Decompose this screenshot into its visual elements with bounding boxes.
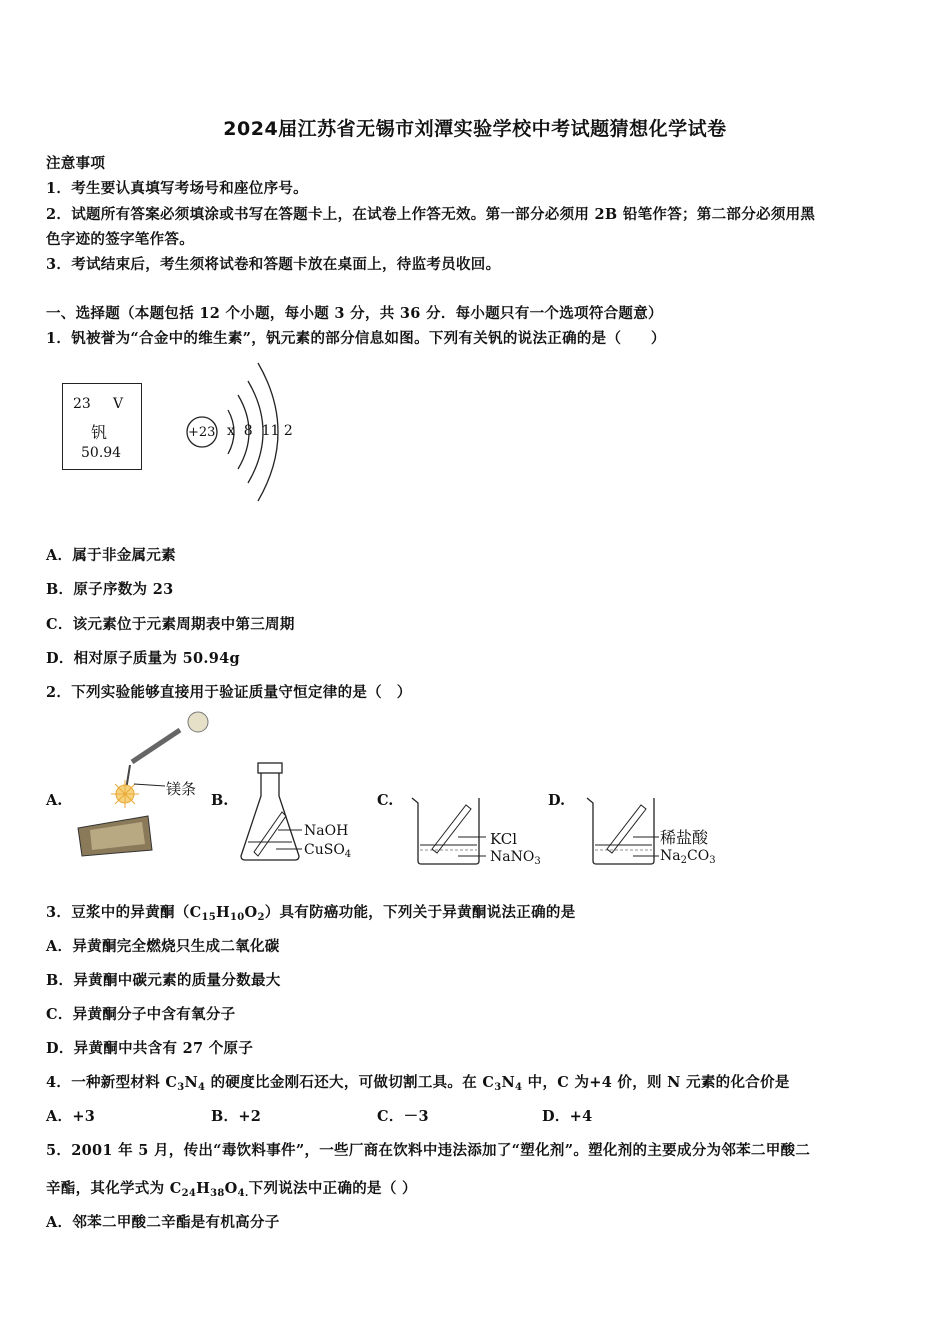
stopper: [258, 763, 282, 773]
q1-option-a: A．属于非金属元素: [46, 547, 176, 564]
fig-b-naoh: NaOH: [304, 823, 349, 839]
page-title: 2024届江苏省无锡市刘潭实验学校中考试题猜想化学试卷: [223, 118, 727, 140]
question-1-stem: 1．钒被誉为“合金中的维生素”，钒元素的部分信息如图。下列有关钒的说法正确的是（ ）: [46, 330, 666, 347]
q4-option-b: B．+2: [211, 1108, 262, 1125]
element-card: [62, 383, 142, 470]
q2-label-c: C.: [377, 792, 394, 809]
q3-option-c: C．异黄酮分子中含有氧分子: [46, 1006, 236, 1023]
q3-option-b: B．异黄酮中碳元素的质量分数最大: [46, 972, 281, 989]
notice-item: 2．试题所有答案必须填涂或书写在答题卡上，在试卷上作答无效。第一部分必须用 2B 铅笔作答；第二部分必须用黑: [46, 206, 816, 223]
electron-shells: x 8 11 2: [227, 423, 293, 439]
question-5-stem-2: 辛酯，其化学式为 $C_{24}H_{38}O_{4.}$下列说法中正确的是（ ）: [46, 1180, 417, 1199]
question-4-stem: 4．一种新型材料 $C_3N_4$ 的硬度比金刚石还大，可做切割工具。在 $C_3N_4$ 中，C 为+4 价，则 N 元素的化合价是: [46, 1074, 790, 1093]
element-mass: 50.94: [81, 445, 122, 461]
q4-option-a: A．+3: [46, 1108, 96, 1125]
fig-d-na2co3: $Na_2CO_3$: [660, 848, 716, 866]
fig-c-beaker: [408, 795, 488, 867]
label-pointer: [134, 784, 165, 786]
section-heading: 一、选择题（本题包括 12 个小题，每小题 3 分，共 36 分．每小题只有一个选项符合题意）: [46, 305, 663, 322]
q1-option-d: D．相对原子质量为 50.94g: [46, 650, 240, 667]
q1-option-b: B．原子序数为 23: [46, 581, 174, 598]
fig-d-beaker: [583, 795, 663, 867]
test-tube: [607, 805, 646, 853]
q2-label-d: D.: [548, 792, 566, 809]
nucleus-charge: +23: [188, 425, 216, 440]
fig-a-label: 镁条: [166, 780, 197, 798]
notice-item: 1．考生要认真填写考场号和座位序号。: [46, 180, 308, 197]
fig-c-nano3: NaNO$_3$: [490, 849, 541, 867]
element-symbol: V: [113, 396, 124, 412]
q2-label-a: A.: [46, 792, 63, 809]
question-2-stem: 2．下列实验能够直接用于验证质量守恒定律的是（ ）: [46, 684, 412, 701]
element-number: 23: [73, 396, 91, 412]
test-tube: [432, 805, 471, 853]
flask-body: [241, 773, 299, 860]
q2-label-b: B.: [211, 792, 229, 809]
notice-heading: 注意事项: [46, 155, 106, 172]
fig-c-kcl: KCl: [490, 830, 518, 848]
q4-option-d: D．+4: [542, 1108, 593, 1125]
notice-item: 3．考试结束后，考生须将试卷和答题卡放在桌面上，待监考员收回。: [46, 256, 501, 273]
q4-option-c: C．－3: [377, 1108, 429, 1125]
hand: [188, 712, 208, 732]
fig-d-hcl: 稀盐酸: [660, 828, 709, 847]
fig-b-cuso4: CuSO$_4$: [304, 842, 352, 860]
q5-option-a: A．邻苯二甲酸二辛酯是有机高分子: [46, 1214, 280, 1231]
q3-option-d: D．异黄酮中共含有 27 个原子: [46, 1040, 254, 1057]
question-3-stem: 3．豆浆中的异黄酮$(C_{15}H_{10}O_2)$具有防癌功能，下列关于异黄酮说法正确的是: [46, 904, 576, 923]
q1-option-c: C．该元素位于元素周期表中第三周期: [46, 616, 295, 633]
element-name: 钒: [91, 423, 108, 442]
tongs: [132, 730, 180, 762]
q3-option-a: A．异黄酮完全燃烧只生成二氧化碳: [46, 938, 280, 955]
question-5-stem: 5．2001 年 5 月，传出“毒饮料事件”，一些厂商在饮料中违法添加了“塑化剂”。塑化剂的主要成分为邻苯二甲酸二: [46, 1142, 811, 1159]
notice-item: 色字迹的签字笔作答。: [46, 231, 194, 248]
